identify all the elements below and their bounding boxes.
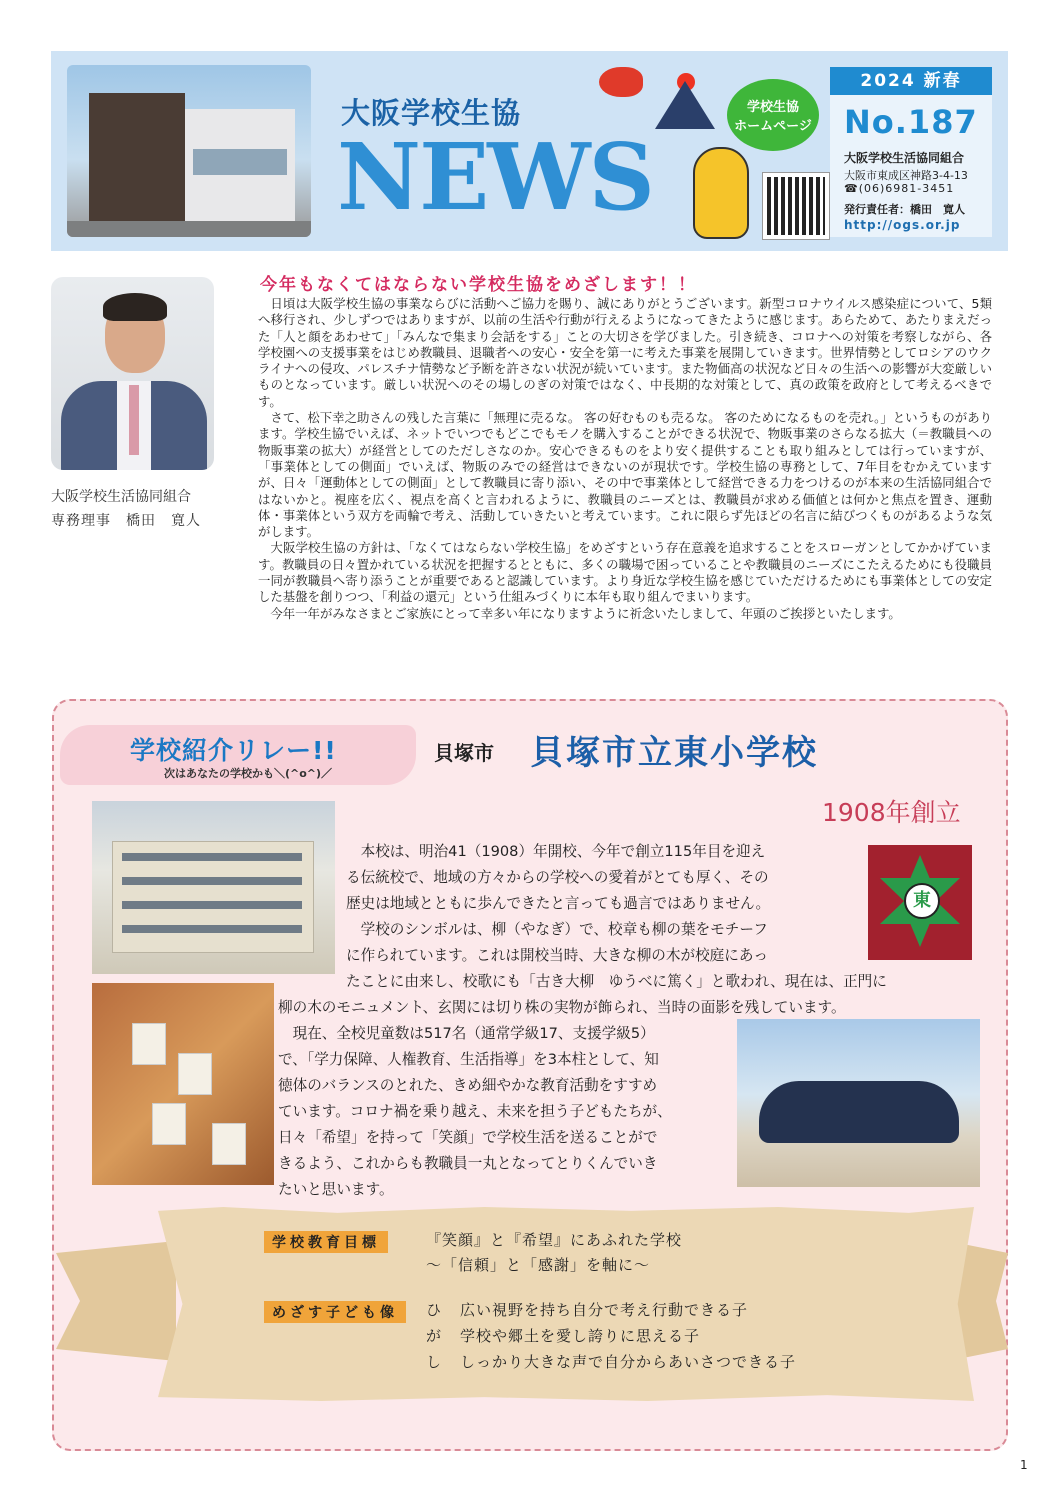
issue-year: 2024 新春 [830, 67, 992, 95]
greeting-body [258, 296, 992, 622]
ideal-child-text: しっかり大きな声で自分からあいさつできる子 [460, 1353, 797, 1371]
classroom-activity-photo [92, 983, 274, 1185]
intro-line: 歴史は地域とともに歩んできたと言っても過言ではありません。 [346, 895, 771, 912]
school-name: 貝塚市立東小学校 [530, 733, 818, 773]
school-emblem [868, 845, 972, 960]
education-goal-label: 学校教育目標 [264, 1231, 388, 1253]
intro-line: 学校のシンボルは、柳（やなぎ）で、校章も柳の葉をモチーフ [346, 921, 768, 938]
intro-line: 柳の木のモニュメント、玄関には切り株の実物が飾られ、当時の面影を残しています。 [278, 999, 846, 1016]
mount-fuji-icon [655, 81, 715, 129]
issuer-url[interactable]: http://ogs.or.jp [844, 218, 961, 232]
ideal-child-row [426, 1299, 748, 1320]
education-goal-line: ～「信頼」と「感謝」を軸に～ [426, 1256, 651, 1274]
ideal-child-row [426, 1351, 796, 1372]
masthead [51, 51, 1008, 251]
issuer-tel: ☎(06)6981-3451 [844, 182, 955, 195]
greeting-paragraph: さて、松下幸之助さんの残した言葉に「無理に売るな。 客の好むものも売るな。 客のためになるものを売れ。」というものがあります。学校生協でいえば、ネットでいつでもどこでもモノを購入することができる状況で、物販事業のさらなる拡大（＝教職員への物販事業の拡大）が経営としてのただしさなのか。安心できるものをより安く提供することも取り組みとしては行っていますが、「事業体としての側面」でいえば、物販のみでの経営はできないのが現状です。学校生協の専務として、7年目をむかえていますが、日々「運動体としての側面」として教職員に寄り添い、その中で事業体として経営できる力をつけるのが本来の生活協同組合ではないかと。視座を広く、視点を高くと言われるように、教職員のニーズとは、教職員が求める価値とは何かと焦点を置き、運動体・事業体という双方を両輪で考え、活動していきたいと考えています。これに限らず先ほどの名言に結びつくものがあるような気がします。 [258, 410, 992, 540]
school-building-photo [92, 801, 335, 974]
relay-banner-subtitle: 次はあなたの学校かも＼(^o^)／ [164, 767, 333, 780]
issuer-editor: 発行責任者：橋田 寛人 [844, 203, 965, 216]
school-intro-block-3 [278, 1021, 728, 1203]
tiger-mascot-icon [693, 147, 749, 239]
acrostic-kana: し [426, 1353, 443, 1371]
greeting-paragraph: 今年一年がみなさまとご家族にとって幸多い年になりますように祈念いたしまして、年頭のご挨拶といたします。 [270, 605, 901, 621]
homepage-bubble-line2: ホームページ [734, 119, 812, 134]
school-intro-block-1 [346, 839, 856, 969]
director-portrait [51, 277, 214, 470]
issue-info-box [830, 67, 992, 237]
intro-line: ています。コロナ禍を乗り越え、未来を担う子どもたちが、 [278, 1103, 672, 1120]
intro-line: 現在、全校児童数は517名（通常学級17、支援学級5） [278, 1025, 655, 1042]
greeting-title: 今年もなくてはならない学校生協をめざします！！ [260, 275, 697, 295]
ideal-child-label: めざす子ども像 [264, 1301, 406, 1323]
school-founded: 1908年創立 [822, 798, 961, 827]
intro-line: る伝統校で、地域の方々からの学校への愛着がとても厚く、その [346, 869, 769, 886]
homepage-bubble[interactable] [727, 79, 819, 151]
intro-line: きるよう、これからも教職員一丸となってとりくんでいき [278, 1155, 658, 1172]
acrostic-kana: が [426, 1327, 443, 1345]
issuer-org: 大阪学校生活協同組合 [844, 151, 965, 165]
intro-line: たことに由来し、校歌にも「古き大柳 ゆうべに篤く」と歌われ、現在は、正門に [346, 973, 887, 990]
office-building-photo [67, 65, 311, 237]
portrait-caption-org: 大阪学校生活協同組合 [51, 489, 191, 505]
school-emblem-char: 東 [904, 883, 940, 919]
portrait-caption-name: 専務理事 橋田 寛人 [51, 513, 201, 529]
ribbon-wing-left [56, 1241, 176, 1361]
ideal-child-text: 広い視野を持ち自分で考え行動できる子 [460, 1301, 749, 1319]
intro-line: に作られています。これは開校当時、大きな柳の木が校庭にあっ [346, 947, 768, 964]
relay-banner-title: 学校紹介リレー!! [130, 736, 337, 765]
intro-line: たいと思います。 [278, 1181, 394, 1198]
school-relay-section [52, 699, 1008, 1451]
acrostic-kana: ひ [426, 1301, 443, 1319]
issuer-address: 大阪市東成区神路3-4-13 [844, 169, 968, 182]
school-city: 貝塚市 [434, 741, 494, 765]
sea-bream-icon [599, 67, 643, 97]
intro-line: 日々「希望」を持って「笑顔」で学校生活を送ることがで [278, 1129, 658, 1146]
ideal-child-row [426, 1325, 700, 1346]
relay-banner [60, 725, 416, 785]
education-goal-line: 『笑顔』と『希望』にあふれた学校 [426, 1231, 683, 1249]
homepage-qr-code[interactable] [763, 173, 829, 239]
issue-number: No.187 [844, 103, 978, 141]
news-logo: NEWS [337, 123, 653, 231]
newsletter-org-title: 大阪学校生協 [341, 96, 522, 130]
intro-line: で、「学力保障、人権教育、生活指導」を3本柱として、知 [278, 1051, 659, 1068]
students-group-photo [737, 1019, 980, 1187]
intro-line: 本校は、明治41（1908）年開校、今年で創立115年目を迎え [346, 843, 766, 860]
greeting-paragraph: 大阪学校生協の方針は、「なくてはならない学校生協」をめざすという存在意義を追求することをスローガンとしてかかげています。教職員の日々置かれている状況を把握するとともに、多くの職場で困っていることや教職員のニーズにこたえるためにも役職員一同が教職員へ寄り添うことが重要であると認識しています。より身近な学校生協を感じていただけるためにも事業体としての安定した基盤を創りつつ、「利益の還元」という仕組みづくりに本年も取り組んでまいります。 [258, 540, 992, 605]
page-number: 1 [1020, 1458, 1028, 1472]
intro-line: 徳体のバランスのとれた、きめ細やかな教育活動をすすめ [278, 1077, 658, 1094]
greeting-paragraph: 日頃は大阪学校生協の事業ならびに活動へご協力を賜り、誠にありがとうございます。新型コロナウイルス感染症について、5類へ移行され、少しずつではありますが、以前の生活や行動が行えるようになってきたように感じます。あらためて、あたりまえだった「人と顔をあわせて」「みんなで集まり会話をする」ことの大切さを学びました。引き続き、コロナへの対策を考察しながら、各学校園への支援事業をはじめ教職員、退職者への安心・安全を第一に考えた事業を展開していきます。世界情勢としてロシアのウクライナへの侵攻、パレスチナ情勢など予断を許さない状況が続いています。また物価高の状況など日々の生活への影響が大変厳しいものとなっています。厳しい状況へのその場しのぎの対策ではなく、中長期的な対策として、真の政策を政府として考えるべきです。 [258, 296, 992, 409]
ideal-child-text: 学校や郷土を愛し誇りに思える子 [460, 1327, 701, 1345]
homepage-bubble-line1: 学校生協 [746, 100, 799, 115]
